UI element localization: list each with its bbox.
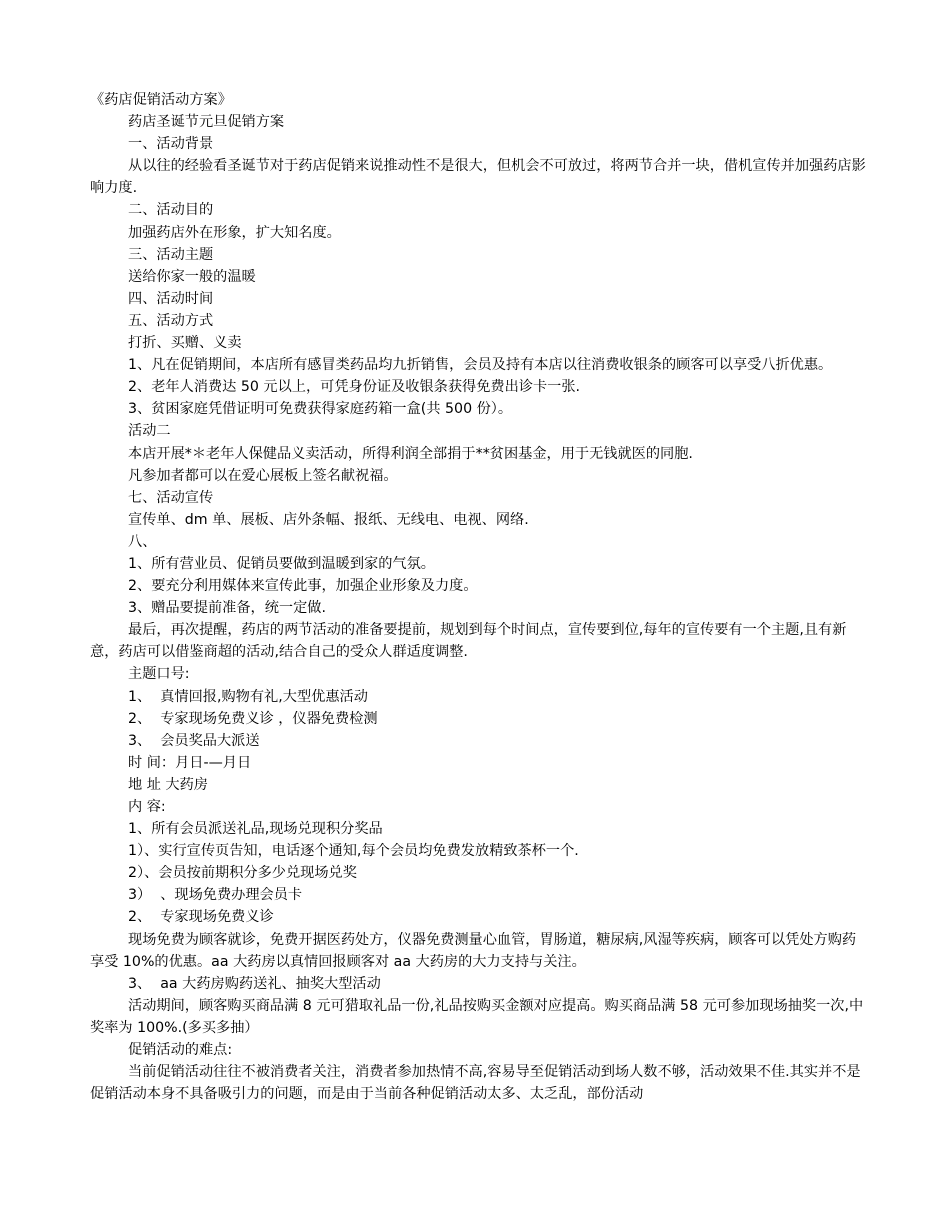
document-paragraph: 3、 aa 大药房购药送礼、抽奖大型活动 (128, 975, 381, 992)
document-paragraph: 促销活动的难点: (128, 1042, 233, 1059)
document-body (90, 111, 866, 1105)
document-paragraph: 打折、买赠、义卖 (128, 335, 242, 352)
document-paragraph: 药店圣诞节元旦促销方案 (128, 114, 285, 131)
document-paragraph: 地 址 大药房 (128, 776, 208, 793)
document-paragraph: 一、活动背景 (128, 136, 214, 153)
document-paragraph: 三、活动主题 (128, 246, 214, 263)
document-title: 《药店促销活动方案》 (90, 92, 232, 108)
document-paragraph: 2、老年人消费达 50 元以上，可凭身份证及收银条获得免费出诊卡一张. (128, 379, 581, 396)
document-paragraph: 3、赠品要提前准备，统一定做. (128, 600, 326, 617)
document-paragraph: 1、所有会员派送礼品,现场兑现积分奖品 (128, 821, 383, 838)
document-page (90, 89, 866, 1105)
document-paragraph: 内 容: (128, 799, 166, 815)
document-paragraph: 时 间：月日-—月日 (128, 754, 252, 771)
document-paragraph: 1、凡在促销期间，本店所有感冒类药品均九折销售，会员及持有本店以往消费收银条的顾客可以享受八折优惠。 (128, 357, 833, 374)
document-paragraph: 1、 真情回报,购物有礼,大型优惠活动 (128, 688, 368, 705)
document-paragraph: 从以往的经验看圣诞节对于药店促销来说推动性不是很大，但机会不可放过，将两节合并一块，借机宣传并加强药店影响力度. (90, 158, 866, 197)
document-paragraph: 八、 (128, 533, 157, 550)
document-paragraph: 加强药店外在形象，扩大知名度。 (128, 224, 341, 241)
document-paragraph: 3、 会员奖品大派送 (128, 732, 260, 749)
document-paragraph: 宣传单、dm 单、展板、店外条幅、报纸、无线电、电视、网络. (128, 511, 529, 528)
document-paragraph: 送给你家一般的温暖 (128, 268, 256, 285)
document-paragraph: 2）、会员按前期积分多少兑现场兑奖 (128, 865, 357, 882)
document-paragraph: 2、 专家现场免费义诊 ，仪器免费检测 (128, 710, 378, 727)
document-paragraph: 四、活动时间 (128, 290, 214, 307)
document-paragraph: 当前促销活动往往不被消费者关注，消费者参加热情不高,容易导至促销活动到场人数不够，活动效果不佳.其实并不是促销活动本身不具备吸引力的问题，而是由于当前各种促销活动太多、太乏乱，部份活动 (90, 1064, 861, 1103)
document-paragraph: 3、贫困家庭凭借证明可免费获得家庭药箱一盒(共 500 份）。 (128, 401, 513, 418)
document-paragraph: 活动二 (128, 423, 171, 440)
document-paragraph: 凡参加者都可以在爱心展板上签名献祝福。 (128, 467, 398, 484)
document-paragraph: 主题口号: (128, 666, 190, 683)
document-paragraph: 本店开展*＊老年人保健品义卖活动，所得利润全部捐于**贫困基金，用于无钱就医的同胞. (128, 445, 693, 462)
document-paragraph: 1、所有营业员、促销员要做到温暖到家的气氛。 (128, 555, 435, 572)
document-paragraph: 七、活动宣传 (128, 489, 214, 506)
document-paragraph: 2、 专家现场免费义诊 (128, 909, 274, 926)
document-paragraph: 二、活动目的 (128, 202, 214, 219)
document-paragraph: 2、要充分利用媒体来宣传此事，加强企业形象及力度。 (128, 578, 478, 595)
document-paragraph: 最后，再次提醒，药店的两节活动的准备要提前，规划到每个时间点，宣传要到位,每年的宣传要有一个主题,且有新意，药店可以借鉴商超的活动,结合自己的受众人群适度调整. (90, 622, 847, 661)
document-paragraph: 五、活动方式 (128, 312, 214, 329)
document-paragraph: 3） 、现场免费办理会员卡 (128, 887, 303, 904)
document-paragraph: 1）、实行宣传页告知，电话逐个通知,每个会员均免费发放精致茶杯一个. (128, 843, 579, 860)
document-paragraph: 活动期间，顾客购买商品满 8 元可猎取礼品一份,礼品按购买金额对应提高。购买商品满 58 元可参加现场抽奖一次,中奖率为 100%.(多买多抽） (90, 997, 864, 1036)
document-paragraph: 现场免费为顾客就诊，免费开据医药处方，仪器免费测量心血管，胃肠道，糖尿病,风湿等疾病，顾客可以凭处方购药享受 10%的优惠。aa 大药房以真情回报顾客对 aa 大药房的大力支持与关注。 (90, 931, 857, 970)
